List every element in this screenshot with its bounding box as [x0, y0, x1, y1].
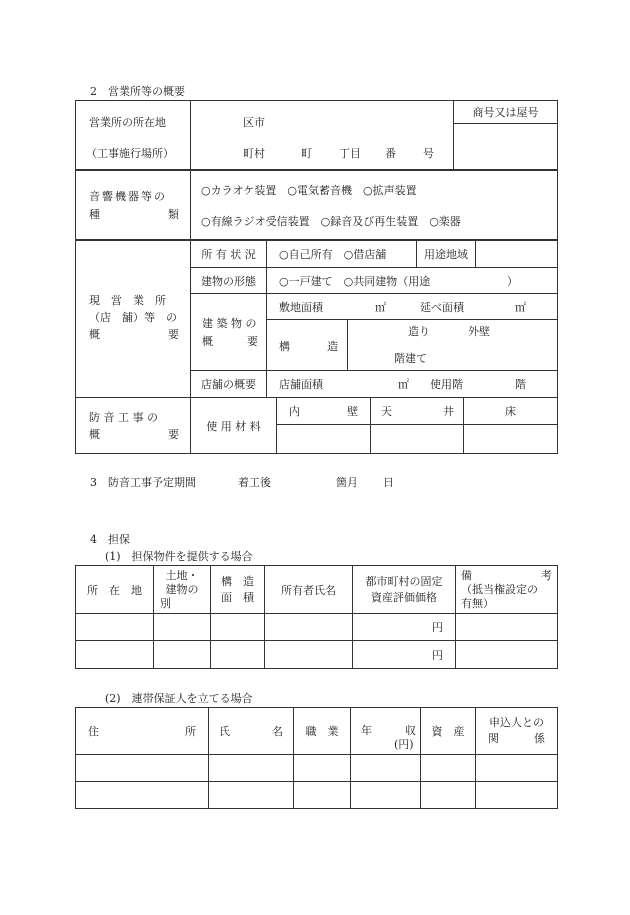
collateral-table — [75, 565, 558, 669]
remarks-input[interactable] — [456, 641, 558, 669]
remarks-line2: （抵当権設定の — [461, 582, 538, 596]
day-label: 日 — [383, 476, 394, 489]
relation-line2 — [488, 731, 545, 747]
inner-wall-value[interactable] — [277, 425, 371, 454]
trade-name-label: 商号又は屋号 — [454, 101, 558, 124]
name-right: 名 — [272, 725, 283, 738]
col-relation — [476, 708, 558, 755]
table-row — [76, 782, 558, 809]
chome: 丁目 — [339, 147, 361, 160]
floor-value[interactable] — [464, 425, 558, 454]
table-row — [76, 755, 558, 782]
floor-area-unit: ㎡ — [515, 301, 526, 314]
inner-wall-right: 壁 — [347, 405, 358, 418]
exterior-wall-label: 外壁 — [468, 325, 490, 338]
shop-area-label: 店舗面積 — [279, 378, 323, 391]
col-address — [76, 708, 209, 755]
ceiling-left: 天 — [381, 405, 392, 418]
income-left: 年 — [361, 724, 372, 737]
valuation-input[interactable] — [353, 614, 456, 641]
sound-devices-label: 音響機器等の — [89, 190, 167, 203]
soundproofing-label-2-right: 要 — [168, 428, 179, 441]
address-left: 住 — [88, 725, 99, 738]
col-structure — [211, 566, 265, 614]
location-value-cell[interactable] — [191, 101, 454, 170]
building-label-2-right: 要 — [247, 335, 258, 348]
store-label-3-right: 要 — [168, 328, 179, 341]
building-overview-label-cell — [191, 294, 267, 371]
soundproofing-label-1: 防 音 工 事 の — [89, 411, 158, 424]
remarks-input[interactable] — [456, 614, 558, 641]
remarks-right: 考 — [541, 568, 552, 582]
inner-wall-header — [277, 398, 371, 425]
trade-name-value[interactable] — [454, 124, 558, 170]
building-form-options: ○一戸建て ○共同建物（用途 — [279, 275, 431, 288]
structure-label-cell — [267, 320, 348, 371]
remarks-left: 備 — [461, 568, 472, 582]
land-building-input[interactable] — [154, 641, 211, 669]
relation-input[interactable] — [476, 755, 558, 782]
zoning-label: 用途地域 — [417, 241, 476, 268]
collateral-heading: (1) 担保物件を提供する場合 — [105, 550, 253, 563]
store-overview-label-cell — [76, 241, 191, 398]
remarks-line3: 有無） — [461, 596, 494, 610]
occupation-input[interactable] — [294, 782, 351, 809]
name-left: 氏 — [219, 725, 230, 738]
cho: 町 — [301, 147, 312, 160]
ownership-label: 所 有 状 況 — [191, 241, 267, 268]
location-label-cell — [76, 101, 191, 170]
location-table — [75, 100, 558, 170]
site-area-label: 敷地面積 — [279, 301, 323, 314]
col-land-building — [154, 566, 211, 614]
guarantor-table — [75, 707, 558, 809]
address-label — [88, 723, 196, 739]
building-form-close: ） — [507, 275, 518, 288]
building-form-options-cell[interactable] — [267, 268, 558, 294]
shop-area-cell[interactable] — [267, 371, 558, 398]
section3-heading: 3 防音工事予定期間 — [90, 476, 196, 489]
ceiling-right: 井 — [443, 405, 454, 418]
section2-heading: 2 営業所等の概要 — [90, 85, 185, 98]
col-owner: 所有者氏名 — [265, 566, 353, 614]
col-name — [209, 708, 294, 755]
relation-input[interactable] — [476, 782, 558, 809]
type-label-left: 種 — [89, 208, 100, 221]
zukuri-label: 造り — [408, 325, 430, 338]
land-building-line2: 建物の — [165, 582, 199, 596]
relation-right: 係 — [534, 732, 545, 745]
sound-devices-options-cell[interactable] — [191, 171, 558, 240]
months-label: 箇月 — [336, 476, 358, 489]
area-cell[interactable] — [267, 294, 558, 320]
yen-unit: 円 — [432, 621, 443, 634]
ban: 番 — [385, 147, 396, 160]
structure-label-left: 構 — [279, 340, 290, 353]
address-right: 所 — [185, 725, 196, 738]
land-building-line3: 別 — [160, 596, 171, 610]
structure-input[interactable] — [211, 641, 265, 669]
address-input[interactable] — [76, 755, 209, 782]
structure-line1: 構 造 — [221, 574, 254, 588]
sound-devices-line1: ○カラオケ装置 ○電気蓄音機 ○拡声装置 — [201, 184, 417, 197]
section4-heading: 4 担保 — [90, 533, 130, 546]
shop-area-unit: ㎡ — [398, 378, 409, 391]
name-label — [219, 723, 283, 739]
inner-wall-left: 内 — [289, 405, 300, 418]
guarantor-heading: (2) 連帯保証人を立てる場合 — [105, 692, 253, 705]
building-label-2-left: 概 — [202, 335, 213, 348]
after-start-label: 着工後 — [238, 476, 271, 489]
owner-input[interactable] — [265, 641, 353, 669]
zoning-value[interactable] — [476, 241, 558, 268]
valuation-input[interactable] — [353, 641, 456, 669]
income-unit: (円) — [394, 738, 414, 751]
location-input[interactable] — [76, 641, 154, 669]
structure-value-cell[interactable] — [348, 320, 558, 371]
store-label-1: 現 営 業 所 — [89, 294, 166, 307]
soundproofing-table — [75, 397, 558, 454]
relation-line1: 申込人との — [489, 716, 544, 729]
assets-input[interactable] — [421, 782, 476, 809]
construction-site-label: （工事施行場所） — [86, 147, 174, 160]
structure-line2: 面 積 — [221, 590, 254, 604]
ownership-options[interactable]: ○自己所有 ○借店舗 — [267, 241, 417, 268]
valuation-line1: 都市町村の固定 — [365, 574, 443, 588]
store-label-3-left: 概 — [89, 328, 100, 341]
structure-input[interactable] — [211, 614, 265, 641]
address-input[interactable] — [76, 782, 209, 809]
col-valuation — [353, 566, 456, 614]
store-label-2: （店 舗）等 の — [89, 311, 177, 324]
valuation-line2: 資産評価価格 — [371, 590, 437, 604]
building-label-1: 建 築 物 の — [202, 317, 257, 330]
table-row — [76, 641, 558, 669]
store-overview-table — [75, 240, 558, 398]
soundproofing-label-cell — [76, 398, 191, 454]
used-floor-label: 使用階 — [430, 378, 463, 391]
occupation-input[interactable] — [294, 755, 351, 782]
sound-devices-label-cell — [76, 171, 191, 240]
income-input[interactable] — [351, 782, 421, 809]
location-label: 営業所の所在地 — [89, 116, 166, 129]
relation-left: 関 — [488, 732, 499, 745]
land-building-input[interactable] — [154, 614, 211, 641]
stories-label: 階建て — [394, 352, 427, 365]
ceiling-value[interactable] — [371, 425, 464, 454]
income-input[interactable] — [351, 755, 421, 782]
materials-label: 使 用 材 料 — [191, 398, 277, 454]
remarks-line1 — [461, 569, 552, 583]
assets-input[interactable] — [421, 755, 476, 782]
structure-label-right: 造 — [327, 340, 338, 353]
ceiling-header — [371, 398, 464, 425]
building-form-label: 建物の形態 — [191, 268, 267, 294]
go: 号 — [423, 147, 434, 160]
col-location: 所 在 地 — [76, 566, 154, 614]
location-input[interactable] — [76, 614, 154, 641]
col-occupation: 職 業 — [294, 708, 351, 755]
machi-mura: 町村 — [243, 147, 265, 160]
soundproofing-label-2-left: 概 — [89, 428, 100, 441]
ku-city: 区市 — [243, 116, 265, 129]
site-area-unit: ㎡ — [375, 301, 386, 314]
floor-area-label: 延べ面積 — [420, 301, 464, 314]
sound-devices-table — [75, 170, 558, 240]
shop-overview-label: 店舗の概要 — [191, 371, 267, 398]
col-assets: 資 産 — [421, 708, 476, 755]
name-input[interactable] — [209, 782, 294, 809]
income-right: 収 — [405, 724, 416, 737]
col-income — [351, 708, 421, 755]
type-label-right: 類 — [168, 208, 179, 221]
yen-unit: 円 — [432, 648, 443, 662]
owner-input[interactable] — [265, 614, 353, 641]
col-remarks — [456, 566, 558, 614]
sound-devices-line2: ○有線ラジオ受信装置 ○録音及び再生装置 ○楽器 — [201, 215, 461, 228]
name-input[interactable] — [209, 755, 294, 782]
used-floor-suffix: 階 — [515, 378, 526, 391]
land-building-line1: 土地・ — [165, 568, 199, 582]
floor-header: 床 — [464, 398, 558, 425]
table-row — [76, 614, 558, 641]
